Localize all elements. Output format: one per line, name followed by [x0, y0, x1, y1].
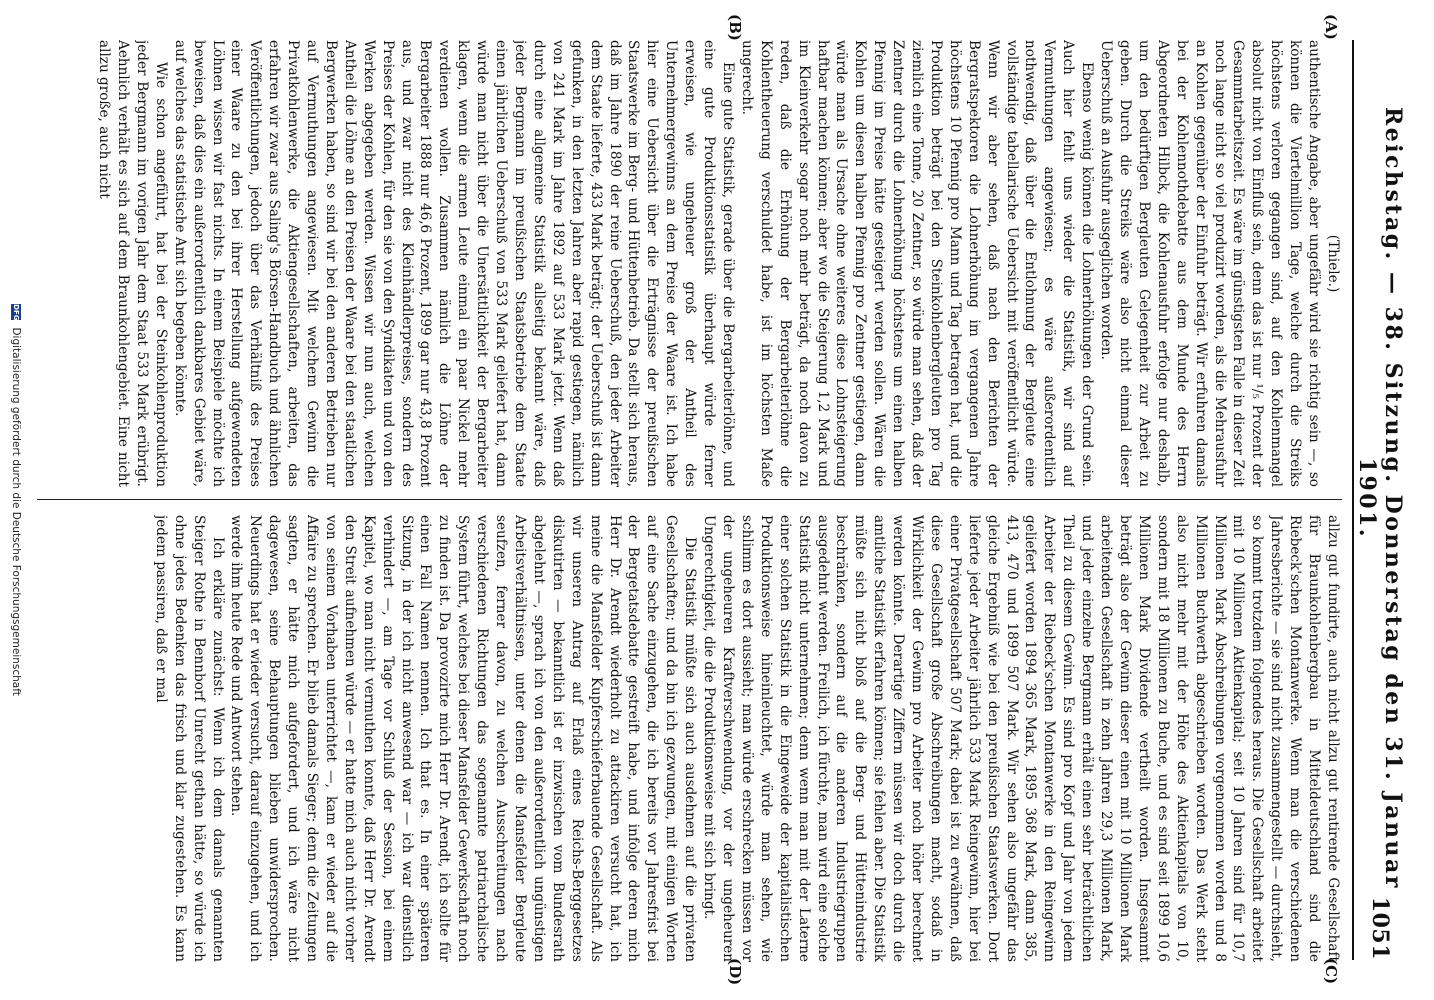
margin-marker-d: (D) — [726, 958, 744, 986]
margin-marker-c: (C) — [1322, 958, 1340, 985]
paragraph: Ich erkläre zunächst: Wenn ich dem damals genannten Steiger Rothe in Bennborf Unrecht gethan hätte, so würde ich ohne jedes Bedenken das frisch und klar zugestehen. Es kann jedem passiren, daß er mal — [152, 515, 226, 962]
page-number: 1051 — [1367, 896, 1393, 960]
paragraph: Wie schon angeführt, hat bei der Steinkohlenproduktion jeder Bergmann im vorigen Jahr dem Staat 533 Mark erübrigt. Aehnlich verhält es sich auf dem Braunkohlengebiet. Eine nicht allzu große, auch nicht — [96, 40, 169, 487]
speaker-tag: (Thiele.) — [1325, 234, 1341, 293]
digitization-credit — [10, 0, 22, 1000]
margin-marker-b: (B) — [726, 14, 744, 41]
paragraph: authentische Angabe, aber ungefähr wird sie richtig sein —, so können die Viertelmillion Tage, welche durch die Streiks höchstens verloren gegangen sind, auf den Kohlenmangel absolut nicht von Einfluß sein, denn das ist nur ¹/₅ Prozent der Gesammtarbeitszeit. Es wäre im günstigsten Falle in dieser Zeit noch lange nicht so viel produzirt worden, als die Mehrausfuhr an Kohlen gegenüber der Einfuhr beträgt. Wir erfuhren damals bei der Kohlennothdebatte aus dem Munde des Herrn Abgeordneten Hilbck, die Kohlenausfuhr erfolge nur deshalb, um den bedürftigen Bergleuten Gelegenheit zur Arbeit zu geben. Durch die Streiks wäre also nicht einmal dieser Ueberschuß an Ausfuhr ausgeglichen worden. — [1098, 40, 1323, 487]
paragraph: Die Statistik müßte sich auch ausdehnen auf die privaten Gesellschaften; und da bin ich gezwungen, mit einigen Worten auf eine Sache einzugehen, die ich bereits vor Jahresfrist bei der Bergetatsdebatte gestreift habe, und infolge deren mich Herr Dr. Arendt wiederholt zu attackiren versucht hat, ich meine die Mansfelder Kupferschieferbauende Gesellschaft. Als wir unseren Antrag auf Erlaß eines Reichs-Berggesetzes diskutirten — bekanntlich ist er inzwischen vom Bundesrath abgelehnt —, sprach ich von den außerordentlich ungünstigen Arbeitsverhältnissen, unter denen die Mansfelder Bergleute seufzen, ferner davon, zu welchen Ausschreitungen nach verschiedenen Richtungen das sogenannte patriarchalische System führt, welches bei dieser Mansfelder Gewerkschaft noch zu finden ist. Da provozirte mich Herr Dr. Arendt, ich sollte für einen Fall Namen nennen. Ich that es. In einer späteren Sitzung, in der ich nicht anwesend war — ich war dienstlich verhindert —, am Tage vor Schluß der Session, bei einem Kapitel, wo man nicht vermuthen konnte, daß Herr Dr. Arendt den Streit aufnehmen würde — er hatte mich auch nicht vorher von seinem Vorhaben unterrichtet —, kam er wieder auf die Affaire zu sprechen. Er blieb damals Sieger; denn die Zeitungen sagten, er hätte mich aufgefordert, und ich wäre nicht dagewesen, seine Behauptungen blieben unwidersprochen. Neuerdings hat er wieder versucht, darauf einzugehen, und ich werde ihm heute Rede und Antwort stehen. — [228, 515, 699, 962]
page-header-title: Reichstag. — 38. Sitzung. Donnerstag den 31. Januar 1901. — [1354, 106, 1406, 890]
text-column-left — [37, 40, 1342, 487]
dfg-logo: DFG — [12, 304, 20, 321]
paragraph: Eine gute Statistik, gerade über die Bergarbeiterlöhne, und eine gute Produktionsstatistik überhaupt würde ferner erweisen, wie ungeheuer groß der Antheil des Unternehmergewinns an dem Preise der Waare ist. Ich habe hier eine Uebersicht über die Erträgnisse der preußischen Staatswerke im Berg- und Hüttenbetrieb. Da stellt sich heraus, daß im Jahre 1890 der reine Ueberschuß, den jeder Arbeiter dem Staate lieferte, 433 Mark beträgt; der Ueberschuß ist dann gefunken, in den letzten Jahren aber rapid gestiegen, nämlich von 241 Mark im Jahre 1892 auf 533 Mark jetzt. Wenn daß durch eine allgemeine Statistik allseitig bekannt wäre, daß jeder Bergmann im preußischen Staatsbetriebe dem Staate einen jährlichen Ueberschuß von 533 Mark geliefert hat, dann würde man nicht über die Unersättlichkeit der Bergarbeiter klagen, wenn die armen Leute einmal ein paar Nickel mehr verdienen wollen. Zusammen nämlich die Löhne der Bergarbeiter 1888 nur 46,6 Prozent, 1899 gar nur 43,8 Prozent aus, und zwar nicht des Kleinhändlerpreises, sondern des Preises der Kohlen, für den sie von den Syndikaten und von den Werken abgegeben werden. Wissen wir nun auch, welchen Antheil die Löhne an den Preisen der Waare bei den staatlichen Bergwerken haben, so sind wir bei den anderen Betrieben nur auf Vermuthungen angewiesen. Mit welchem Gewinn die Privatkohlenwerke, die Aktiengesellschaften, arbeiten, das erfahren wir zwar aus Saling's Börsen-Handbuch und ähnlichen Veröffentlichungen, jedoch über das Verhältniß des Preises einer Waare zu den bei ihrer Herstellung aufgewendeten Löhnen wissen wir fast nichts. In einem Beispiele möchte ich beweisen, daß dies ein außerordentlich dankbares Gebiet wäre, auf welches das statistische Amt sich begeben könnte. — [171, 40, 736, 487]
text-column-right — [37, 515, 1342, 962]
column-divider — [37, 499, 1342, 500]
header-rule — [1352, 40, 1354, 960]
paragraph: allzu gut fundirte, auch nicht allzu gut rentirende Gesellschaft für Braunkohlenbergbau in Mitteldeutschland sind die Riebeck'schen Montanwerke. Wenn man die verschiedenen Jahresberichte — sie sind nicht zusammengestellt — durchsieht, so kommt trotzdem folgendes heraus. Die Gesellschaft arbeitet mit 10 Millionen Aktienkapital; seit 10 Jahren sind für 10,7 Millionen Mark Abschreibungen vorgenommen worden und 8 Millionen Buchwerth abgeschrieben worden. Das Werk steht also nicht mehr mit der Höhe des Aktienkapitals von 10, sondern mit 18 Millionen zu Buche, und es sind seit 1899 10,6 Millionen Mark Dividende vertheilt worden. Insgesammt beträgt also der Gewinn dieser einen mit 10 Millionen Mark arbeitenden Gesellschaft in zehn Jahren 29,3 Millionen Mark, und jeder einzelne Bergmann erhält einen sehr beträchtlichen Theil zu diesem Gewinn. Es sind pro Kopf und Jahr von jedem Arbeiter der Riebeck'schen Montanwerke in den Reingewinn geliefert worden 1894 365 Mark, 1895 368 Mark, dann 385, 413, 470 und 1899 507 Mark. Wir sehen also ungefähr das gleiche Ergebniß wie bei den preußischen Staatswerken. Dort lieferte jeder Arbeiter jährlich 533 Mark Reingewinn, hier bei einer Privatgesellschaft 507 Mark; dabei ist zu erwähnen, daß diese Gesellschaft große Abschreibungen macht, sodaß in Wirklichkeit der Gewinn pro Arbeiter noch höher berechnet werden könnte. Derartige Ziffern müssen wir doch durch die amtliche Statistik erfahren können; sie fehlen aber. Die Statistik müßte sich nicht bloß auf die Berg- und Hüttenindustrie beschränken, sondern auf die anderen Industriegruppen ausgedehnt werden. Freilich, ich fürchte, man wird eine solche Statistik nicht unternehmen; denn wenn man mit der Laterne einer solchen Statistik in die Eingeweide der kapitalistischen Produktionsweise hineinleuchtet, würde man sehen, wie schlimm es dort aussieht; man würde erschrecken müssen vor der ungeheuren Kraftverschwendung, vor der ungeheuren Ungerechtigkeit, die die Produktionsweise mit sich bringt. — [701, 515, 1341, 962]
margin-marker-a: (A) — [1322, 14, 1340, 40]
credit-text: Digitalisierung gefördert durch die Deutsche Forschungsgemeinschaft — [10, 327, 22, 696]
paragraph: Ebenso wenig können die Lohnerhöhungen der Grund sein. Auch hier fehlt uns wieder die Statistik, wir sind auf Vermuthungen angewiesen; es wäre außerordentlich nothwendig, daß über die Entlohnung der Bergleute eine vollständige tabellarische Uebersicht mit veröffentlicht würde. Wenn wir aber sehen, daß nach den Berichten der Bergratspektoren die Lohnerhöhung im vergangenen Jahre höchstens 10 Pfennig pro Mann und Tag betragen hat, und die Produktion beträgt bei den Steinkohlenbergleuten pro Tag ziemlich eine Tonne, 20 Zentner, so würde man sehen, daß der Zentner durch die Lohnerhöhung höchstens um einen halben Pfennig im Preise hätte gesteigert werden sollen. Wären die Kohlen um diesen halben Pfennig pro Zentner gestiegen, dann würde man als Ursache ohne weiteres diese Lohnsteigerung haftbar machen können; aber wo die Steigerung 1,2 Mark und im Kleinverkehr sogar noch mehr beträgt, da noch davon zu reden, daß die Erhöhung der Bergarbeiterlöhne die Kohlentheuerung verschuldet habe, ist im höchsten Maße ungerecht. — [738, 40, 1096, 487]
page-header — [1354, 40, 1406, 960]
